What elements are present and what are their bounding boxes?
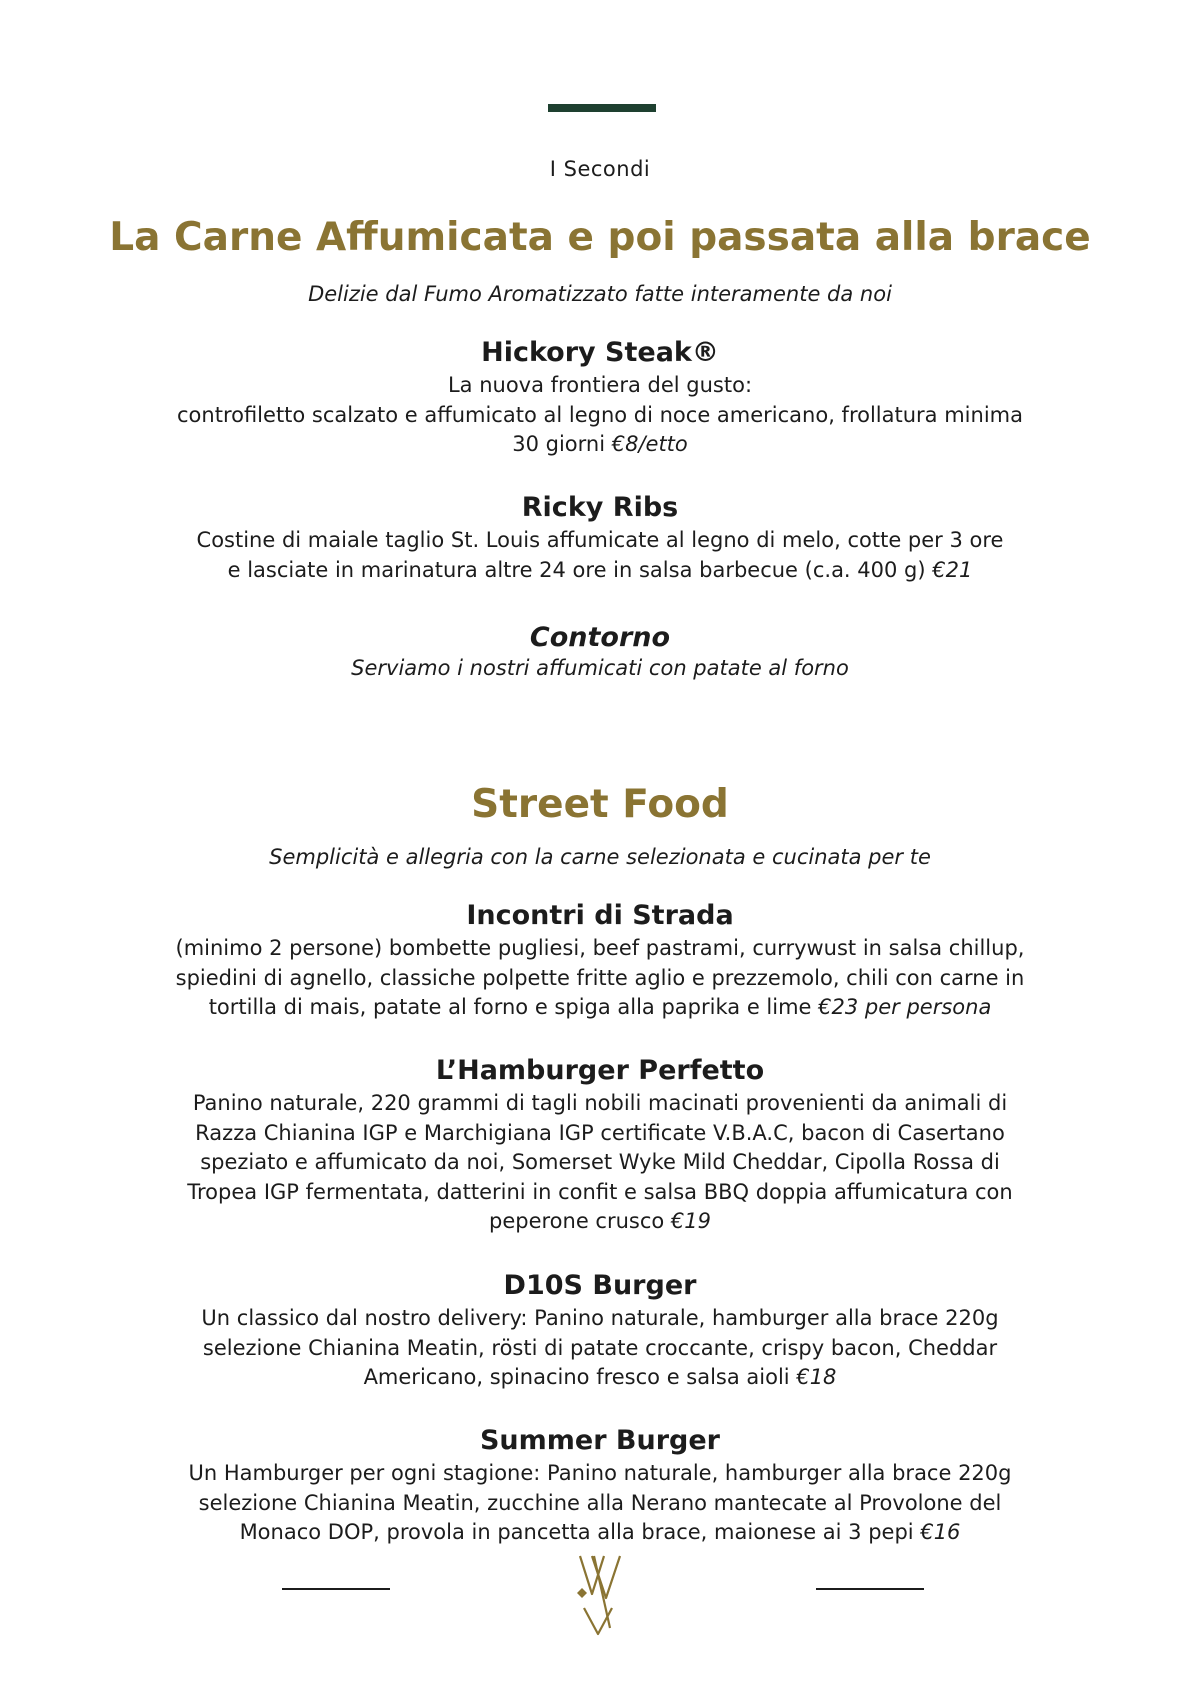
description-line: Un classico dal nostro delivery: Panino naturale, hamburger alla brace 220g <box>201 1306 999 1330</box>
dish-description <box>0 1304 1200 1393</box>
street-food-subtitle: Semplicità e allegria con la carne selezionata e cucinata per te <box>269 845 931 869</box>
dish-description <box>0 526 1200 585</box>
menu-item-hamburger-perfetto <box>0 1055 1200 1237</box>
menu-item-incontri-di-strada <box>0 900 1200 1023</box>
description-line: La nuova frontiera del gusto: <box>447 373 753 397</box>
description-line: selezione Chianina Meatin, rösti di patate croccante, crispy bacon, Cheddar <box>202 1335 998 1360</box>
description-line: controfiletto scalzato e affumicato al legno di noce americano, frollatura minima <box>177 402 1023 427</box>
description-text: Americano, spinacino fresco e salsa aioli <box>363 1365 790 1389</box>
description-line: selezione Chianina Meatin, zucchine alla Nerano mantecate al Provolone del <box>198 1490 1002 1515</box>
description-text: Monaco DOP, provola in pancetta alla brace, maionese ai 3 pepi <box>239 1520 914 1544</box>
description-line <box>0 556 1200 586</box>
menu-item-summer-burger <box>0 1425 1200 1548</box>
description-text: tortilla di mais, patate al forno e spiga alla paprika e lime <box>208 995 812 1019</box>
description-line: Panino naturale, 220 grammi di tagli nobili macinati provenienti da animali di <box>192 1091 1008 1115</box>
dish-description <box>0 1089 1200 1237</box>
description-line: speziato e affumicato da noi, Somerset Wyke Mild Cheddar, Cipolla Rossa di <box>200 1150 1000 1174</box>
description-line: Un Hamburger per ogni stagione: Panino naturale, hamburger alla brace 220g <box>188 1461 1012 1485</box>
dish-price: €8/etto <box>611 432 688 456</box>
dish-name: Hickory Steak® <box>481 337 719 368</box>
brand-monogram-icon <box>576 1548 626 1638</box>
menu-item-d10s-burger <box>0 1270 1200 1393</box>
smoked-section-title: La Carne Affumicata e poi passata alla brace <box>109 215 1091 260</box>
top-accent-bar <box>548 104 656 112</box>
dish-price: €23 per persona <box>818 995 992 1019</box>
menu-item-ricky-ribs <box>0 492 1200 585</box>
footer-rule-left <box>282 1588 390 1590</box>
menu-item-hickory-steak <box>0 337 1200 460</box>
dish-price: €19 <box>670 1209 712 1233</box>
footer-rule-right <box>816 1588 924 1590</box>
description-line: Costine di maiale taglio St. Louis affumicate al legno di melo, cotte per 3 ore <box>196 528 1004 552</box>
description-text: peperone crusco <box>488 1209 665 1233</box>
description-text: e lasciate in marinatura altre 24 ore in salsa barbecue (c.a. 400 g) <box>227 557 926 582</box>
dish-price: €18 <box>796 1365 837 1389</box>
side-dish-title: Contorno <box>529 622 671 653</box>
dish-description <box>0 371 1200 460</box>
description-line: spiedini di agnello, classiche polpette fritte aglio e prezzemolo, chili con carne in <box>175 965 1025 990</box>
side-dish <box>0 622 1200 680</box>
description-line: (minimo 2 persone) bombette pugliesi, beef pastrami, currywust in salsa chillup, <box>175 936 1025 960</box>
dish-name: Ricky Ribs <box>521 492 679 523</box>
description-line <box>0 430 1200 460</box>
description-line <box>0 1363 1200 1393</box>
description-line <box>0 1207 1200 1237</box>
dish-description <box>0 934 1200 1023</box>
dish-price: €16 <box>920 1520 961 1544</box>
section-label: I Secondi <box>549 157 651 181</box>
description-line <box>0 1518 1200 1548</box>
description-line <box>0 993 1200 1023</box>
description-line: Razza Chianina IGP e Marchigiana IGP certificate V.B.A.C, bacon di Casertano <box>195 1120 1005 1145</box>
smoked-section-subtitle: Delizie dal Fumo Aromatizzato fatte interamente da noi <box>308 282 892 306</box>
dish-description <box>0 1459 1200 1548</box>
dish-price: €21 <box>932 557 973 582</box>
dish-name: Summer Burger <box>479 1425 721 1456</box>
dish-name: D10S Burger <box>503 1270 697 1301</box>
description-text: 30 giorni <box>512 432 606 456</box>
dish-name: Incontri di Strada <box>466 900 734 931</box>
side-dish-text: Serviamo i nostri affumicati con patate al forno <box>351 656 849 680</box>
street-food-title: Street Food <box>471 782 729 827</box>
description-line: Tropea IGP fermentata, datterini in confit e salsa BBQ doppia affumicatura con <box>187 1179 1013 1204</box>
dish-name: L’Hamburger Perfetto <box>435 1055 765 1086</box>
